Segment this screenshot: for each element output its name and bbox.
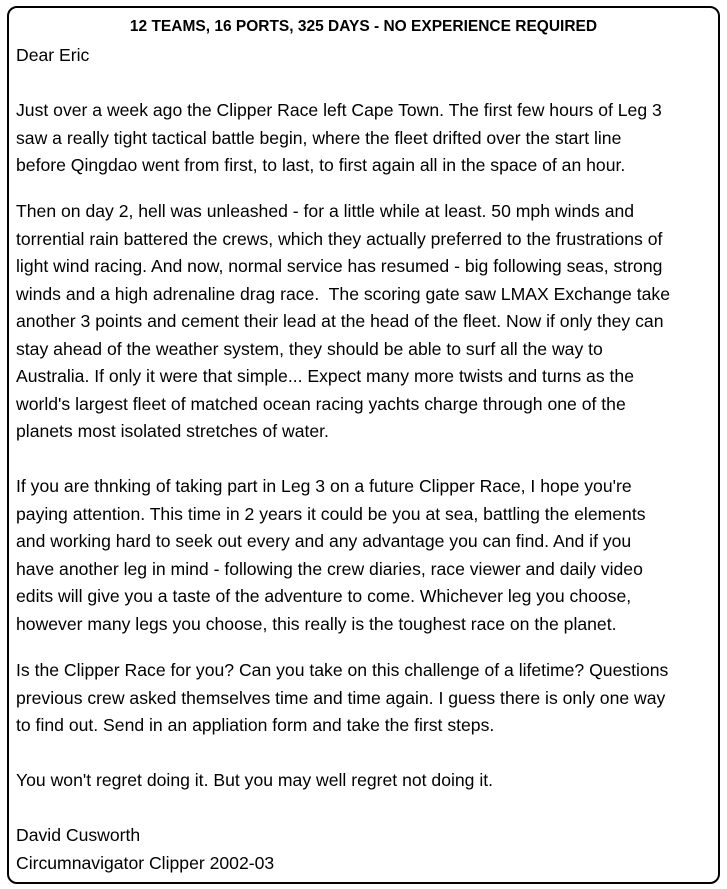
paragraph-4-line: to find out. Send in an appliation form and take the first steps. — [16, 715, 495, 735]
paragraph-2-line: Australia. If only it were that simple... Expect many more twists and turns as the — [16, 366, 634, 386]
signature-name: David Cusworth — [16, 825, 141, 845]
page-heading: 12 TEAMS, 16 PORTS, 325 DAYS - NO EXPERIENCE REQUIRED — [129, 18, 598, 35]
paragraph-2-line: another 3 points and cement their lead at the head of the fleet. Now if only they can — [16, 311, 664, 331]
paragraph-4-line: Is the Clipper Race for you? Can you take on this challenge of a lifetime? Questions — [16, 660, 669, 680]
paragraph-1-line: before Qingdao went from first, to last, to first again all in the space of an hour. — [16, 155, 626, 175]
paragraph-5-line: You won't regret doing it. But you may well regret not doing it. — [16, 770, 494, 790]
paragraph-2-line: world's largest fleet of matched ocean racing yachts charge through one of the — [16, 393, 626, 414]
paragraph-4-line: previous crew asked themselves time and time again. I guess there is only one way — [16, 687, 666, 708]
paragraph-1-line: Just over a week ago the Clipper Race left Cape Town. The first few hours of Leg 3 — [16, 100, 662, 120]
paragraph-2-line: stay ahead of the weather system, they should be able to surf all the way to — [16, 338, 603, 359]
signature-title: Circumnavigator Clipper 2002-03 — [16, 852, 275, 873]
paragraph-2-line: light wind racing. And now, normal service has resumed - big following seas, strong — [16, 256, 663, 276]
paragraph-3-line: and working hard to seek out every and any advantage you can find. And if you — [16, 531, 632, 551]
paragraph-1 — [16, 97, 716, 180]
salutation — [16, 42, 716, 70]
paragraph-4 — [16, 657, 716, 740]
paragraph-3-line: have another leg in mind - following the crew diaries, race viewer and daily video — [16, 558, 643, 579]
paragraph-3-line: If you are thnking of taking part in Leg 3 on a future Clipper Race, I hope you're — [16, 476, 632, 496]
paragraph-1-line: saw a really tight tactical battle begin, where the fleet drifted over the start line — [16, 127, 622, 148]
paragraph-2-line: winds and a high adrenaline drag race. The scoring gate saw LMAX Exchange take — [16, 283, 670, 304]
paragraph-3 — [16, 473, 716, 638]
paragraph-2-line: torrential rain battered the crews, which they actually preferred to the frustrations of — [16, 228, 663, 249]
paragraph-2-line: planets most isolated stretches of water. — [16, 421, 329, 441]
paragraph-3-line: however many legs you choose, this really is the toughest race on the planet. — [16, 613, 617, 634]
paragraph-2 — [16, 198, 716, 446]
signature-block — [16, 822, 716, 877]
paragraph-3-line: paying attention. This time in 2 years it could be you at sea, battling the elements — [16, 503, 646, 524]
paragraph-2-line: Then on day 2, hell was unleashed - for a little while at least. 50 mph winds and — [16, 201, 635, 221]
salutation-text: Dear Eric — [16, 45, 90, 65]
paragraph-3-line: edits will give you a taste of the adventure to come. Whichever leg you choose, — [16, 586, 632, 606]
paragraph-5 — [16, 767, 716, 795]
